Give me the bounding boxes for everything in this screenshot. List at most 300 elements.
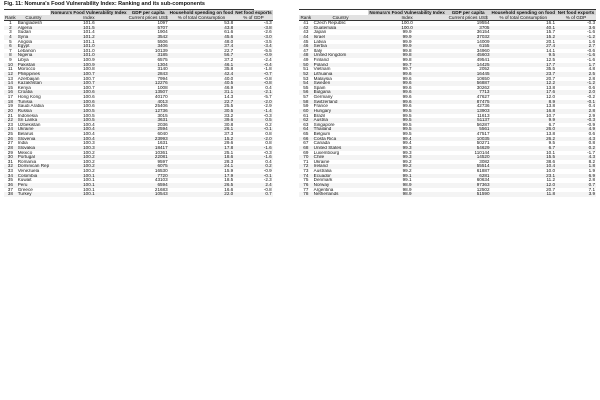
country-cell: Nigeria (17, 53, 50, 58)
country-cell: Finland (313, 58, 329, 62)
consumption-share-cell: 37.4 (169, 44, 235, 49)
net-exports-cell: 2.7 (556, 44, 596, 49)
index-cell: 100.3 (50, 146, 127, 151)
rank-cell: 77 (303, 187, 309, 192)
rank-cell: 25 (7, 132, 13, 136)
gdp-cell: 3631 (128, 118, 169, 123)
country-cell: Canada (313, 141, 330, 146)
net-exports-cell: -0.9 (263, 169, 272, 173)
country-cell: Kenya (17, 85, 31, 90)
consumption-share-cell: 40.0 (224, 76, 234, 81)
consumption-share-cell: 12.0 (491, 183, 557, 188)
country-cell: Luxembourg (313, 150, 340, 155)
ranking-table-right (299, 9, 596, 197)
gdp-cell: 2052 (479, 67, 490, 72)
rank-cell: 31 (7, 159, 13, 164)
rank-cell: 21 (7, 113, 13, 118)
consumption-share-cell: 18.5 (224, 178, 234, 183)
gdp-cell: 49541 (476, 58, 490, 62)
consumption-share-cell: 12.5 (546, 58, 556, 62)
rank-cell: 30 (4, 155, 17, 160)
gdp-cell: 1904 (157, 30, 168, 35)
country-cell: Philippines (17, 72, 50, 77)
net-exports-cell: 8.2 (588, 159, 595, 164)
net-exports-cell: 3.9 (556, 192, 596, 197)
consumption-share-cell: 46.9 (224, 85, 234, 90)
gdp-cell: 21683 (154, 187, 168, 192)
index-cell: 100.7 (83, 76, 95, 81)
gdp-cell: 4013 (128, 100, 169, 105)
index-cell: 100.2 (50, 155, 127, 160)
index-cell: 100.9 (83, 58, 95, 62)
country-cell: Egypt (17, 44, 50, 49)
gdp-cell: 10543 (128, 192, 169, 197)
index-cell: 99.3 (368, 146, 445, 151)
gdp-cell: 3406 (128, 44, 169, 49)
net-exports-cell: -2.4 (263, 58, 272, 62)
gdp-cell: 6155 (446, 44, 491, 49)
rank-header: Rank (5, 15, 16, 20)
country-cell: Poland (313, 63, 369, 68)
net-exports-cell: -1.6 (587, 30, 595, 35)
index-cell: 99.8 (368, 53, 445, 58)
consumption-share-cell: 22.7 (224, 48, 234, 53)
consumption-share-cell: 11.8 (491, 192, 557, 197)
rank-cell: 78 (299, 192, 313, 197)
net-exports-cell: -4.3 (263, 20, 272, 25)
rank-cell: 74 (299, 174, 313, 179)
gdp-cell: 40170 (154, 95, 168, 99)
net-exports-cell: -0.1 (234, 174, 273, 179)
gdp-cell: 6040 (157, 132, 168, 136)
country-cell: United Kingdom (313, 53, 369, 58)
consumption-share-cell: 31.1 (169, 90, 235, 95)
exp-group-header: Net food exports (235, 10, 272, 15)
gdp-cell: 50271 (476, 141, 490, 146)
country-cell: Slovenia (17, 137, 50, 142)
consumption-share-cell: 9.5 (548, 141, 556, 146)
gdp-cell: 11613 (477, 113, 490, 118)
consumption-share-cell: 11.2 (546, 178, 556, 183)
country-cell: Pakistan (17, 63, 50, 68)
country-cell: Costa Rica (313, 137, 369, 142)
net-exports-cell: -3.4 (234, 44, 273, 49)
index-cell: 99.3 (368, 155, 445, 160)
rank-cell: 71 (303, 159, 309, 164)
net-exports-cell: 6.9 (556, 174, 596, 179)
country-cell: Denmark (313, 178, 333, 183)
rank-cell: 1 (9, 20, 12, 25)
net-exports-cell: -0.4 (234, 63, 273, 68)
consumption-share-cell: 23.1 (491, 174, 557, 179)
consumption-share-cell: 40.5 (169, 81, 235, 86)
net-exports-cell: -0.8 (234, 81, 273, 86)
index-cell: 100.3 (83, 141, 95, 146)
country-cell: Singapore (313, 122, 335, 127)
index-cell: 99.3 (402, 150, 412, 155)
index-cell: 99.1 (402, 178, 412, 183)
country-cell: Venezuela (17, 169, 40, 173)
country-cell: Slovakia (17, 146, 50, 151)
country-cell: Bangladesh (17, 20, 42, 25)
country-cell: Hong Kong (17, 95, 41, 99)
rank-cell: 46 (299, 44, 313, 49)
consumption-share-cell: 46.1 (169, 63, 235, 68)
rank-cell: 67 (303, 141, 309, 146)
index-cell: 100.1 (83, 187, 95, 192)
net-exports-cell: 1.8 (556, 164, 596, 169)
consumption-share-cell: 10.0 (546, 169, 556, 173)
country-cell: Sweden (313, 81, 369, 86)
gdp-cell: 5561 (446, 127, 491, 132)
rank-cell: 9 (9, 58, 12, 62)
country-cell: Argentina (313, 187, 334, 192)
rank-cell: 58 (299, 100, 313, 105)
country-cell: Romania (17, 159, 37, 164)
index-cell: 100.4 (83, 122, 95, 127)
index-cell: 99.7 (368, 63, 445, 68)
net-exports-cell: -5.7 (263, 95, 272, 99)
net-exports-cell: -0.2 (587, 95, 595, 99)
gdp-cell: 37032 (446, 35, 491, 40)
rank-header: Rank (300, 15, 312, 20)
index-cell: 101.0 (50, 53, 127, 58)
index-cell: 100.0 (401, 20, 413, 25)
index-header: Index (368, 15, 445, 21)
net-exports-cell: 4.8 (588, 67, 595, 72)
index-cell: 98.9 (402, 187, 412, 192)
index-cell: 99.6 (402, 104, 412, 109)
net-exports-cell: -0.9 (587, 122, 595, 127)
gdp-cell: 3542 (128, 35, 169, 40)
consumption-share-cell: 9.5 (491, 53, 557, 58)
gdp-cell: 14520 (446, 155, 491, 160)
consumption-share-cell: 30.8 (224, 122, 234, 127)
net-exports-cell: -1.6 (234, 155, 273, 160)
consumption-share-cell: 13.8 (546, 132, 556, 136)
net-exports-cell: -0.8 (263, 76, 272, 81)
consumption-share-cell: 6.7 (491, 146, 557, 151)
net-exports-cell: -3.5 (263, 39, 272, 44)
gdp-cell: 25406 (154, 104, 168, 109)
gdp-cell: 54629 (446, 146, 491, 151)
net-exports-cell: -0.3 (556, 118, 596, 123)
net-exports-cell: 0.4 (265, 85, 272, 90)
exp-group-header: Net food exports (557, 10, 595, 15)
consumption-share-cell: 8.9 (491, 100, 557, 105)
gdp-cell: 2594 (128, 127, 169, 132)
index-cell: 100.6 (50, 90, 127, 95)
net-exports-cell: 2.8 (556, 109, 596, 114)
consumption-share-cell: 27.4 (491, 44, 557, 49)
gdp-cell: 5707 (128, 26, 169, 31)
gdp-cell: 87475 (446, 100, 491, 105)
rank-cell: 70 (299, 155, 313, 160)
rank-cell: 13 (7, 76, 13, 81)
gdp-group-header: GDP per capita (128, 10, 169, 15)
net-exports-cell: -1.2 (556, 35, 596, 40)
cons-group-header: Household spending on food (169, 10, 234, 15)
gdp-cell: 10139 (154, 48, 168, 53)
rank-cell: 69 (303, 150, 309, 155)
consumption-share-cell: 29.6 (224, 141, 234, 146)
index-cell: 100.2 (83, 150, 95, 155)
net-exports-cell: 2.4 (234, 183, 273, 188)
country-cell: Vietnam (313, 67, 331, 72)
rank-cell: 63 (303, 122, 309, 127)
country-cell: Tunisia (17, 100, 50, 105)
net-exports-cell: -2.1 (234, 90, 273, 95)
consumption-share-cell: 24.1 (169, 164, 235, 169)
index-cell: 99.4 (402, 141, 412, 146)
country-cell: United States (313, 146, 369, 151)
gdp-cell: 3185 (128, 53, 169, 58)
index-cell: 99.2 (402, 159, 412, 164)
consumption-share-cell: 35.5 (546, 67, 556, 72)
index-group-header: Nomura's Food Vulnerability Index (51, 10, 127, 15)
table-row (4, 192, 273, 197)
gdp-cell: 30262 (476, 85, 490, 90)
index-cell: 101.6 (83, 20, 95, 25)
consumption-share-cell: 61.6 (224, 30, 234, 35)
consumption-share-cell: 53.8 (224, 20, 234, 25)
consumption-share-cell: 13.8 (546, 104, 556, 109)
country-cell: Spain (313, 85, 326, 90)
index-cell: 101.5 (50, 26, 127, 31)
index-group-header: Nomura's Food Vulnerability Index (369, 10, 445, 15)
rank-cell: 27 (7, 141, 13, 146)
index-cell: 98.9 (368, 183, 445, 188)
rank-cell: 38 (4, 192, 17, 197)
gdp-unit-header: Current prices US$ (446, 15, 491, 21)
index-cell: 99.9 (402, 30, 412, 35)
rank-cell: 47 (303, 48, 309, 53)
consumption-share-cell: 15.7 (546, 30, 556, 35)
gdp-cell: 22081 (128, 155, 169, 160)
index-cell: 100.8 (83, 67, 95, 72)
rank-cell: 42 (299, 26, 313, 31)
country-cell: Portugal (17, 155, 50, 160)
rank-cell: 53 (303, 76, 309, 81)
index-cell: 100.1 (50, 174, 127, 179)
net-exports-cell: 2.5 (556, 72, 596, 77)
rank-cell: 72 (299, 164, 313, 169)
country-cell: France (313, 104, 328, 109)
net-exports-cell: -0.1 (234, 127, 273, 132)
gdp-cell: 12502 (476, 187, 490, 192)
consumption-share-cell: 39.6 (169, 118, 235, 123)
consumption-share-cell: 38.6 (546, 159, 556, 164)
exp-unit-header: % of GDP (234, 15, 273, 21)
gdp-cell: 6575 (157, 58, 168, 62)
net-exports-cell: 0.6 (588, 85, 595, 90)
net-exports-cell: 0.6 (588, 132, 595, 136)
index-cell: 99.5 (402, 132, 412, 136)
rank-cell: 23 (7, 122, 13, 127)
net-exports-cell: -1.2 (556, 81, 596, 86)
net-exports-cell: -2.3 (263, 178, 272, 183)
exp-unit-header: % of GDP (556, 15, 596, 21)
index-cell: 100.1 (50, 192, 127, 197)
consumption-share-cell: 16.6 (224, 187, 234, 192)
country-cell: Russia (17, 109, 50, 114)
gdp-cell: 3705 (446, 26, 491, 31)
rank-cell: 22 (4, 118, 17, 123)
country-cell: Thailand (313, 127, 369, 132)
table-row (299, 192, 596, 197)
gdp-unit-header: Current prices US$ (128, 15, 168, 20)
gdp-cell: 56287 (476, 122, 490, 127)
gdp-cell: 51590 (446, 192, 491, 197)
index-cell: 99.1 (368, 174, 445, 179)
consumption-share-cell: 15.2 (491, 35, 557, 40)
gdp-cell: 12736 (128, 109, 169, 114)
index-cell: 100.9 (50, 63, 127, 68)
consumption-share-cell: 10.4 (491, 164, 557, 169)
country-cell: Belarus (17, 132, 34, 136)
gdp-cell: 3082 (479, 159, 490, 164)
index-cell: 99.5 (368, 127, 445, 132)
rank-cell: 54 (299, 81, 313, 86)
index-cell: 99.6 (402, 95, 412, 99)
net-exports-cell: -1.6 (556, 53, 596, 58)
index-cell: 99.5 (402, 113, 412, 118)
index-cell: 99.6 (402, 85, 412, 90)
gdp-cell: 10035 (446, 137, 491, 142)
gdp-cell: 1304 (128, 63, 169, 68)
gdp-cell: 10361 (154, 150, 168, 155)
gdp-cell: 1631 (157, 141, 168, 146)
country-cell: Austria (313, 118, 369, 123)
consumption-share-cell: 30.5 (169, 109, 235, 114)
net-exports-cell: 0.4 (265, 159, 272, 164)
net-exports-cell: -2.0 (234, 137, 273, 142)
consumption-share-cell: 37.2 (224, 58, 234, 62)
gdp-cell: 55514 (446, 164, 491, 169)
index-cell: 99.6 (368, 81, 445, 86)
gdp-cell: 7713 (446, 90, 491, 95)
net-exports-cell: 0.5 (234, 118, 273, 123)
country-cell: Mexico (17, 150, 33, 155)
consumption-share-cell: 13.8 (546, 85, 556, 90)
rank-cell: 11 (7, 67, 13, 72)
figure-title: Fig. 11: Nomura's Food Vulnerability Index: Ranking and its sub-components (4, 1, 205, 7)
country-cell: Czech Republic (313, 20, 346, 25)
rank-cell: 34 (4, 174, 17, 179)
rank-cell: 14 (4, 81, 17, 86)
net-exports-cell: -2.6 (263, 30, 272, 35)
index-cell: 100.0 (368, 26, 445, 31)
cons-unit-header: % of total Consumption (491, 15, 557, 21)
rank-cell: 43 (303, 30, 309, 35)
country-cell: Greece (17, 187, 33, 192)
country-header: Country (17, 15, 50, 21)
index-cell: 100.2 (83, 159, 95, 164)
country-cell: Hungary (313, 109, 369, 114)
index-cell: 100.6 (83, 95, 95, 99)
index-cell: 100.7 (50, 81, 127, 86)
consumption-share-cell: 22.0 (169, 192, 235, 197)
rank-cell: 65 (303, 132, 309, 136)
consumption-share-cell: 28.3 (224, 159, 234, 164)
rank-cell: 33 (7, 169, 13, 173)
country-cell: Indonesia (17, 113, 38, 118)
consumption-share-cell: 22.7 (169, 100, 235, 105)
net-exports-cell: 1.9 (588, 169, 595, 173)
consumption-share-cell: 17.9 (169, 174, 235, 179)
rank-cell: 16 (4, 90, 17, 95)
cons-group-header: Household spending on food (491, 10, 556, 15)
consumption-share-cell: 16.8 (491, 109, 557, 114)
rank-cell: 32 (4, 164, 17, 169)
net-exports-cell: 4.3 (556, 155, 596, 160)
country-cell: Morocco (17, 67, 36, 72)
net-exports-cell: 2.8 (588, 178, 595, 183)
gdp-cell: 7720 (128, 174, 169, 179)
consumption-share-cell: 48.0 (224, 39, 234, 44)
index-cell: 99.9 (368, 35, 445, 40)
country-cell: Croatia (17, 90, 50, 95)
country-cell: Sri Lanka (17, 118, 50, 123)
index-cell: 100.1 (50, 183, 127, 188)
ranking-table (299, 10, 596, 197)
gdp-cell: 60634 (476, 178, 490, 183)
gdp-cell: 42736 (476, 104, 490, 109)
net-exports-cell: -1.6 (234, 146, 273, 151)
country-header: Country (313, 15, 369, 21)
consumption-share-cell: 45.6 (169, 35, 235, 40)
country-cell: Saudi Arabia (17, 104, 44, 109)
gdp-cell: 2843 (128, 72, 169, 77)
net-exports-cell: 0.2 (265, 122, 272, 127)
net-exports-cell: 0.7 (556, 183, 596, 188)
gdp-cell: 5506 (157, 39, 168, 44)
country-cell: Guatemala (313, 26, 369, 31)
rank-cell: 7 (9, 48, 12, 53)
rank-cell: 36 (4, 183, 17, 188)
index-cell: 100.4 (50, 137, 127, 142)
country-cell: Netherlands (313, 192, 369, 197)
gdp-cell: 23993 (128, 137, 169, 142)
consumption-share-cell: 26.2 (491, 137, 557, 142)
index-cell: 100.4 (50, 127, 127, 132)
index-cell: 100.6 (50, 100, 127, 105)
gdp-cell: 1097 (157, 20, 168, 25)
country-cell: Malaysia (313, 76, 332, 81)
rank-cell: 62 (299, 118, 313, 123)
index-cell: 101.0 (50, 44, 127, 49)
country-cell: Germany (313, 95, 333, 99)
consumption-share-cell: 16.1 (546, 20, 556, 25)
country-cell: Lithuania (313, 72, 369, 77)
rank-cell: 60 (299, 109, 313, 114)
gdp-cell: 47517 (476, 132, 490, 136)
index-cell: 100.7 (83, 85, 95, 90)
net-exports-cell: -0.9 (234, 53, 273, 58)
country-cell: Serbia (313, 44, 369, 49)
net-exports-cell: -1.4 (234, 109, 273, 114)
country-cell: Kazakhstan (17, 81, 50, 86)
gdp-cell: 97363 (446, 183, 491, 188)
gdp-cell: 13903 (446, 109, 491, 114)
net-exports-cell: 1.7 (556, 63, 596, 68)
consumption-share-cell: 10.7 (546, 113, 556, 118)
net-exports-cell: -5.5 (263, 48, 272, 53)
consumption-share-cell: 15.2 (169, 137, 235, 142)
rank-cell: 51 (303, 67, 309, 72)
gdp-cell: 1008 (157, 85, 168, 90)
index-cell: 99.7 (402, 67, 412, 72)
